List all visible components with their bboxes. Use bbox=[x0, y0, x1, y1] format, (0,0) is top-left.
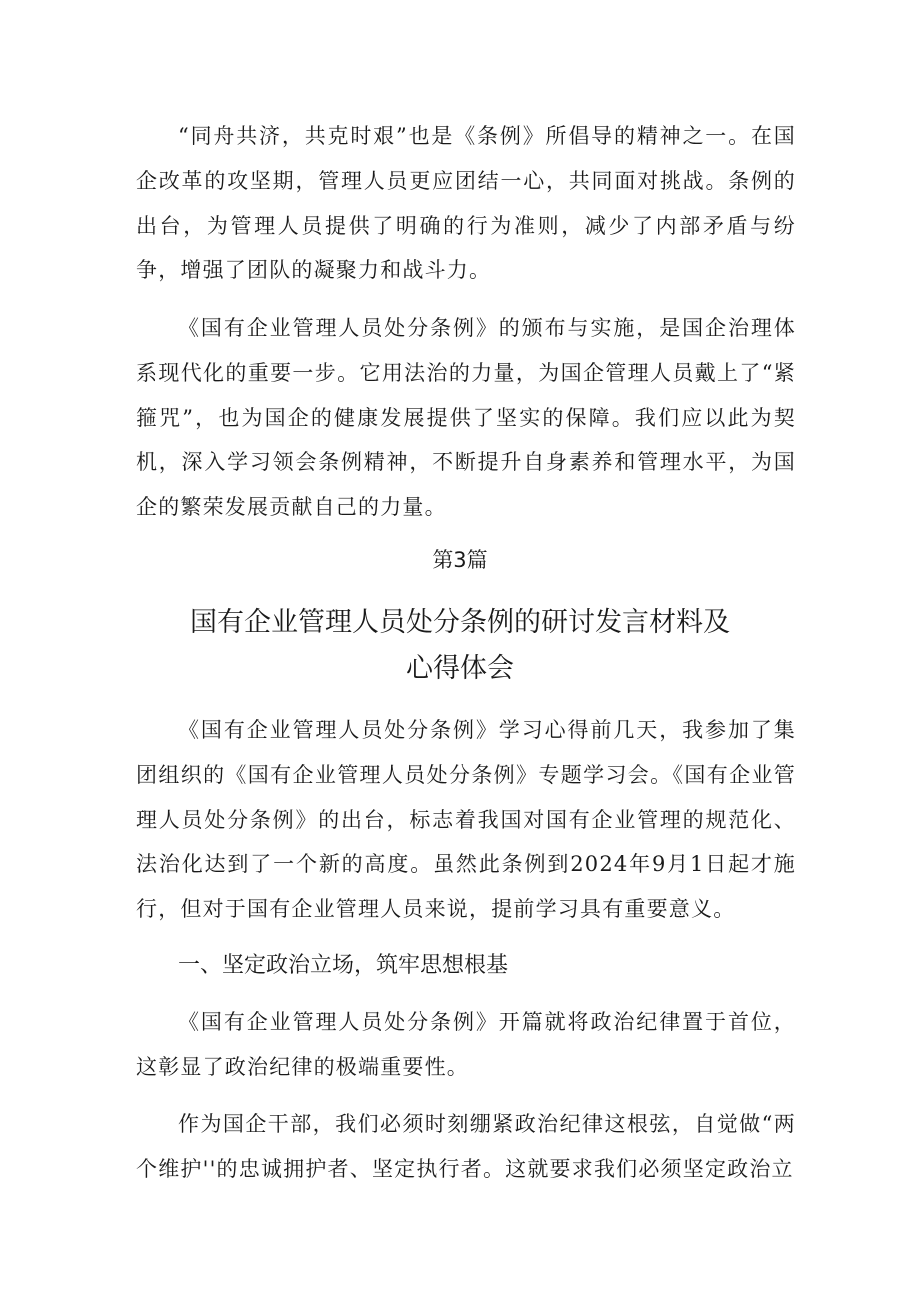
paragraph-tongzhou: “同舟共济，共克时艰”也是《条例》所倡导的精神之一。在国企改革的攻坚期，管理人员更应团结一心，共同面对挑战。条例的出台，为管理人员提供了明确的行为准则，减少了内部矛盾与纷争，增强了团队的凝聚力和战斗力。 bbox=[136, 124, 796, 283]
document-title-line2: 心得体会 bbox=[406, 653, 514, 684]
section-label: 第3篇 bbox=[432, 548, 488, 572]
document-title bbox=[160, 600, 760, 692]
paragraph-guoqi-ganbu: 作为国企干部，我们必须时刻绷紧政治纪律这根弦，自觉做“两个维护''的忠诚拥护者、坚定执行者。这就要求我们必须坚定政治立 bbox=[136, 1112, 796, 1181]
paragraph-banbu: 《国有企业管理人员处分条例》的颁布与实施，是国企治理体系现代化的重要一步。它用法治的力量，为国企管理人员戴上了“紧箍咒”，也为国企的健康发展提供了坚实的保障。我们应以此为契机，深入学习领会条例精神，不断提升自身素养和管理水平，为国企的繁荣发展贡献自己的力量。 bbox=[136, 316, 796, 520]
paragraph-xinde: 《国有企业管理人员处分条例》学习心得前几天，我参加了集团组织的《国有企业管理人员处分条例》专题学习会。《国有企业管理人员处分条例》的出台，标志着我国对国有企业管理的规范化、法治化达到了一个新的高度。虽然此条例到2024年9月1日起才施行，但对于国有企业管理人员来说，提前学习具有重要意义。 bbox=[136, 718, 796, 922]
paragraph-kaipian: 《国有企业管理人员处分条例》开篇就将政治纪律置于首位，这彰显了政治纪律的极端重要性。 bbox=[136, 1010, 796, 1079]
document-title-line1: 国有企业管理人员处分条例的研讨发言材料及 bbox=[190, 607, 730, 638]
section-heading-one: 一、坚定政治立场，筑牢思想根基 bbox=[178, 953, 509, 978]
